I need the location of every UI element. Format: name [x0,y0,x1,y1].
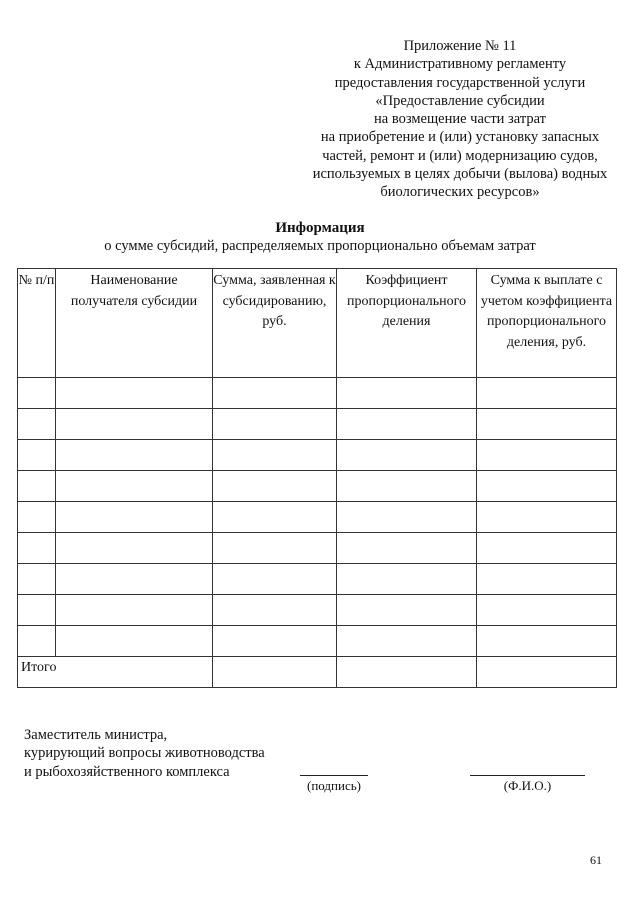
cell-coefficient[interactable] [337,378,477,409]
signer-line: Заместитель министра, [24,727,168,743]
column-header-recipient: Наименование получателя субсидии [56,269,213,378]
table-row [18,471,617,502]
table-row [18,626,617,657]
cell-number[interactable] [18,440,56,471]
cell-number[interactable] [18,533,56,564]
cell-recipient[interactable] [56,440,213,471]
cell-recipient[interactable] [56,409,213,440]
appendix-line: к Административному регламенту [353,56,567,73]
column-header-coefficient: Коэффициент пропорционального деления [337,269,477,378]
cell-number[interactable] [18,471,56,502]
table-row [18,595,617,626]
cell-number[interactable] [18,564,56,595]
cell-payout-amount[interactable] [477,440,617,471]
cell-coefficient[interactable] [337,595,477,626]
total-coefficient-cell[interactable] [337,657,477,688]
cell-recipient[interactable] [56,502,213,533]
signature-line[interactable] [300,775,368,776]
cell-claimed-amount[interactable] [213,409,337,440]
column-header-claimed-amount: Сумма, заявленная к субсидированию, руб. [213,269,337,378]
cell-coefficient[interactable] [337,626,477,657]
table-row [18,440,617,471]
cell-claimed-amount[interactable] [213,564,337,595]
cell-payout-amount[interactable] [477,409,617,440]
table-header-row [18,269,617,378]
cell-payout-amount[interactable] [477,533,617,564]
cell-claimed-amount[interactable] [213,502,337,533]
subsidy-table [17,268,617,688]
cell-claimed-amount[interactable] [213,595,337,626]
appendix-line: на приобретение и (или) установку запасных [320,129,600,146]
column-header-number: № п/п [18,269,56,378]
cell-coefficient[interactable] [337,471,477,502]
cell-number[interactable] [18,378,56,409]
cell-claimed-amount[interactable] [213,440,337,471]
appendix-line: на возмещение части затрат [374,111,546,128]
appendix-line: Приложение № 11 [403,38,517,54]
table-row [18,564,617,595]
column-header-payout-amount: Сумма к выплате с учетом коэффициента пропорционального деления, руб. [477,269,617,378]
appendix-header [260,37,640,202]
signature-caption: (подпись) [307,778,361,793]
appendix-line: частей, ремонт и (или) модернизацию судов, [322,147,598,164]
document-subtitle: о сумме субсидий, распределяемых пропорционально объемам затрат [104,238,536,254]
cell-recipient[interactable] [56,533,213,564]
table-row [18,533,617,564]
cell-number[interactable] [18,595,56,626]
table-row [18,502,617,533]
cell-claimed-amount[interactable] [213,471,337,502]
total-claimed-cell[interactable] [213,657,337,688]
cell-coefficient[interactable] [337,533,477,564]
table-row [18,378,617,409]
cell-recipient[interactable] [56,626,213,657]
cell-claimed-amount[interactable] [213,378,337,409]
cell-payout-amount[interactable] [477,378,617,409]
cell-recipient[interactable] [56,595,213,626]
cell-coefficient[interactable] [337,502,477,533]
cell-recipient[interactable] [56,471,213,502]
cell-claimed-amount[interactable] [213,626,337,657]
appendix-line: используемых в целях добычи (вылова) водных [312,166,608,183]
cell-claimed-amount[interactable] [213,533,337,564]
cell-recipient[interactable] [56,378,213,409]
cell-payout-amount[interactable] [477,502,617,533]
cell-payout-amount[interactable] [477,595,617,626]
cell-payout-amount[interactable] [477,564,617,595]
cell-payout-amount[interactable] [477,471,617,502]
appendix-line: «Предоставление субсидии [375,92,545,109]
name-line[interactable] [470,775,585,776]
signer-line: курирующий вопросы животноводства [24,745,265,762]
page-number: 61 [590,853,602,867]
cell-coefficient[interactable] [337,409,477,440]
cell-payout-amount[interactable] [477,626,617,657]
appendix-line: предоставления государственной услуги [334,74,586,91]
cell-coefficient[interactable] [337,440,477,471]
signer-position [24,726,265,781]
total-row [18,657,617,688]
cell-number[interactable] [18,409,56,440]
signer-line: и рыбохозяйственного комплекса [24,763,230,780]
document-title: Информация [275,220,365,236]
cell-recipient[interactable] [56,564,213,595]
table-row [18,409,617,440]
cell-number[interactable] [18,626,56,657]
cell-number[interactable] [18,502,56,533]
total-label: Итого [18,657,213,688]
cell-coefficient[interactable] [337,564,477,595]
total-payout-cell[interactable] [477,657,617,688]
appendix-line: биологических ресурсов» [380,184,540,201]
name-caption: (Ф.И.О.) [503,778,552,793]
